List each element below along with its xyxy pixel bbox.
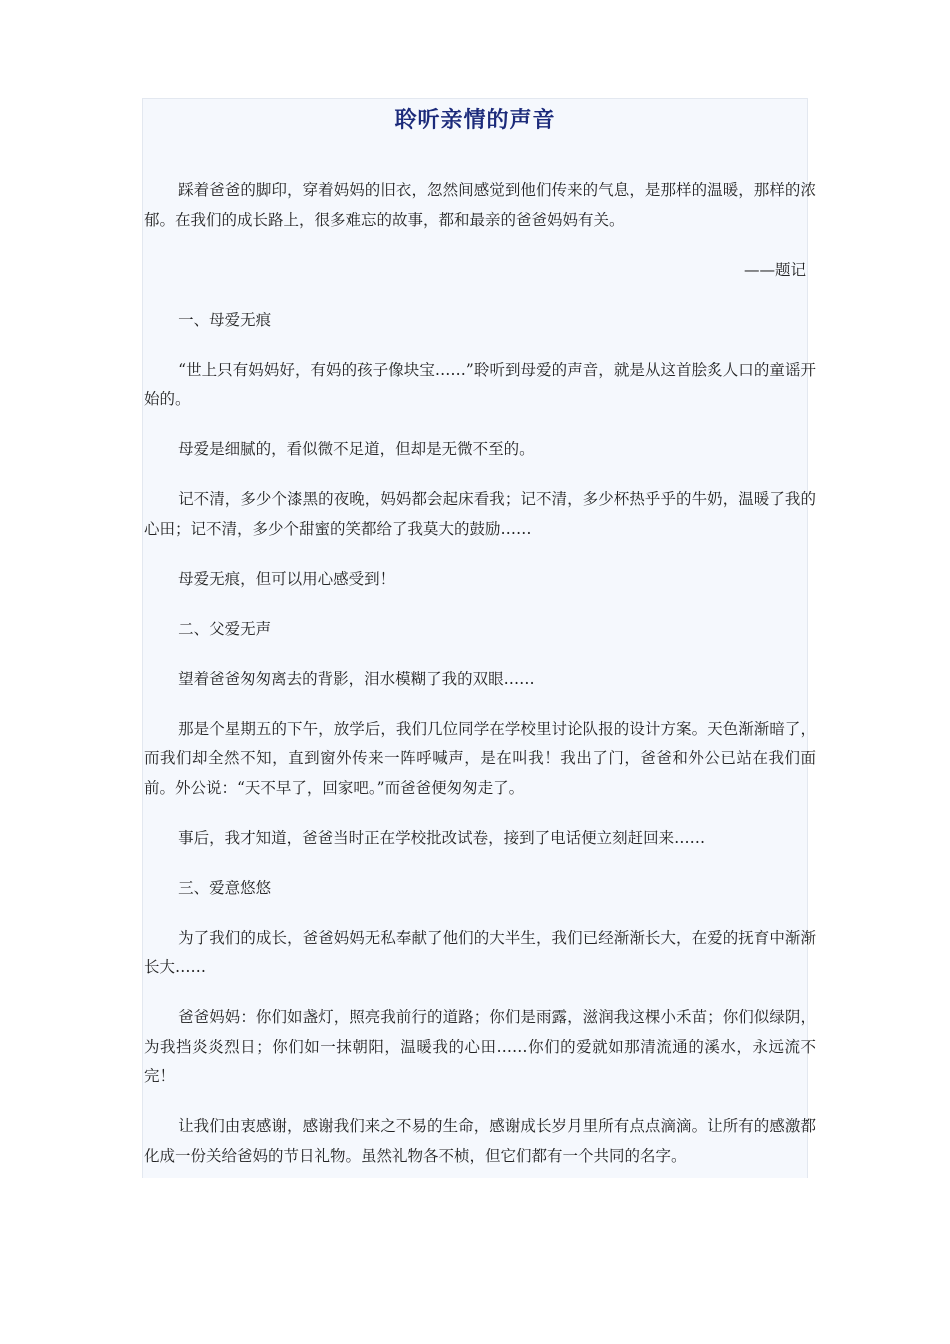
epigraph-signature: ——题记 [743,260,806,279]
paragraph: “世上只有妈妈好，有妈的孩子像块宝……”聆听到母爱的声音，就是从这首脍炙人口的童谣开始的。 [144,360,816,408]
paragraph: 事后，我才知道，爸爸当时正在学校批改试卷，接到了电话便立刻赶回来…… [178,828,706,847]
paragraph: 望着爸爸匆匆离去的背影，泪水模糊了我的双眼…… [178,669,535,688]
section-heading-mother: 一、母爱无痕 [178,310,272,329]
section-heading-father: 二、父爱无声 [178,619,272,638]
intro-paragraph: 踩着爸爸的脚印，穿着妈妈的旧衣，忽然间感觉到他们传来的气息，是那样的温暖，那样的浓郁。在我们的成长路上，很多难忘的故事，都和最亲的爸爸妈妈有关。 [144,181,816,229]
paragraph: 那是个星期五的下午，放学后，我们几位同学在学校里讨论队报的设计方案。天色渐渐暗了，而我们却全然不知，直到窗外传来一阵呼喊声，是在叫我！我出了门，爸爸和外公已站在我们面前。外公说：“天不早了，回家吧。”而爸爸便匆匆走了。 [144,719,816,797]
article-title: 聆听亲情的声音 [394,107,556,133]
article-body [144,176,816,1192]
paragraph: 母爱无痕，但可以用心感受到！ [178,569,396,588]
paragraph: 记不清，多少个漆黑的夜晚，妈妈都会起床看我；记不清，多少杯热乎乎的牛奶，温暖了我的心田；记不清，多少个甜蜜的笑都给了我莫大的鼓励…… [144,490,816,538]
paragraph: 爸爸妈妈：你们如盏灯，照亮我前行的道路；你们是雨露，滋润我这棵小禾苗；你们似绿阴，为我挡炎炎烈日；你们如一抹朝阳，温暖我的心田……你们的爱就如那清流通的溪水，永远流不完！ [144,1008,816,1085]
paragraph: 让我们由衷感谢，感谢我们来之不易的生命，感谢成长岁月里所有点点滴滴。让所有的感激都化成一份关给爸妈的节日礼物。虽然礼物各不桢，但它们都有一个共同的名字。 [144,1117,816,1165]
paragraph: 母爱是细腻的，看似微不足道，但却是无微不至的。 [178,440,535,458]
section-heading-love: 三、爱意悠悠 [178,878,272,897]
paragraph: 为了我们的成长，爸爸妈妈无私奉献了他们的大半生，我们已经渐渐长大，在爱的抚育中渐渐长大…… [144,928,816,976]
